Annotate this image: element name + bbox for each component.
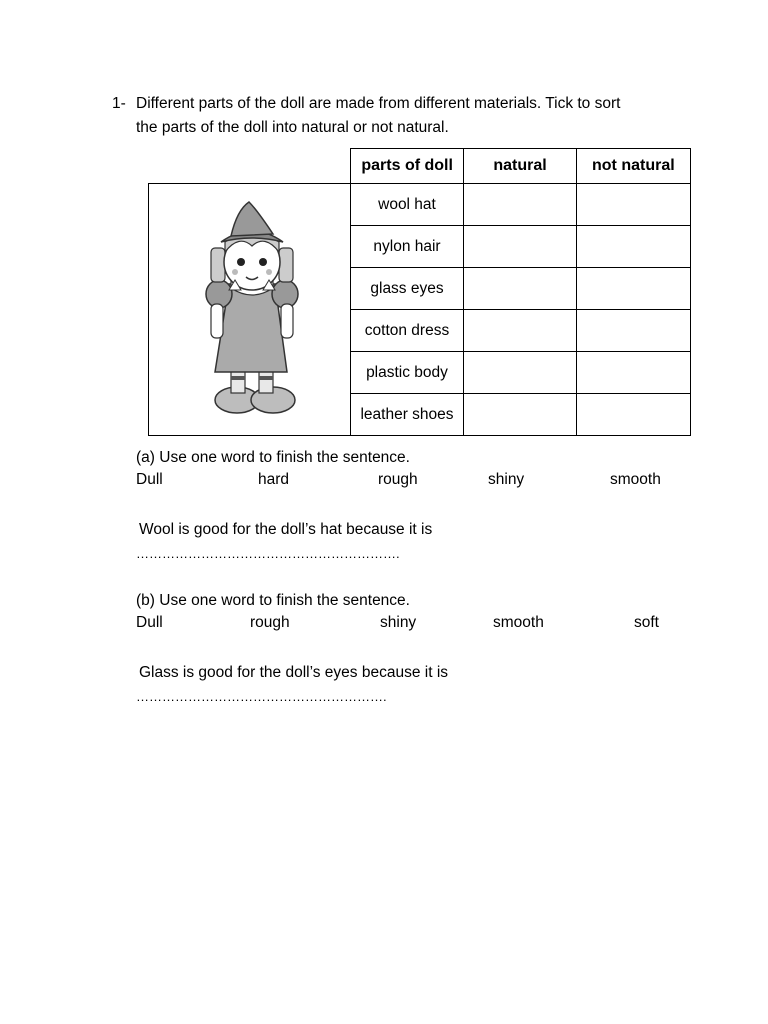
table-header-row: [350, 148, 691, 184]
table-rows: [351, 184, 690, 435]
header-not-natural: not natural: [592, 157, 675, 174]
word-option: rough: [378, 471, 418, 488]
question-text-line2: the parts of the doll into natural or not natural.: [136, 119, 449, 136]
part-a-word-bank: [0, 471, 768, 493]
part-b-answer-blank[interactable]: ………………………………………………….: [136, 689, 387, 704]
part-a-instruction: (a) Use one word to finish the sentence.: [136, 449, 410, 466]
header-parts-of-doll: parts of doll: [351, 149, 464, 183]
table-row: [351, 310, 690, 352]
word-option: rough: [250, 614, 290, 631]
not-natural-tick-cell[interactable]: [577, 394, 690, 435]
table-row: [351, 352, 690, 394]
part-name: cotton dress: [351, 310, 464, 351]
part-name: glass eyes: [351, 268, 464, 309]
word-option: soft: [634, 614, 659, 631]
doll-image-cell: [149, 184, 351, 435]
table-row: [351, 268, 690, 310]
doll-illustration: [149, 184, 349, 435]
not-natural-tick-cell[interactable]: [577, 226, 690, 267]
part-b-sentence: Glass is good for the doll’s eyes because it is: [139, 664, 449, 681]
table-body: [148, 183, 691, 436]
header-natural: natural: [464, 149, 576, 183]
part-name: nylon hair: [351, 226, 464, 267]
question-text-line1: Different parts of the doll are made from different materials. Tick to sort: [136, 95, 621, 112]
part-name: wool hat: [351, 184, 464, 225]
part-b-word-bank: [0, 614, 768, 636]
question-number: 1-: [112, 95, 126, 112]
part-name: leather shoes: [351, 394, 464, 435]
word-option: smooth: [493, 614, 544, 631]
table-row: [351, 226, 690, 268]
part-b-instruction: (b) Use one word to finish the sentence.: [136, 592, 410, 609]
natural-tick-cell[interactable]: [464, 268, 577, 309]
part-name: plastic body: [351, 352, 464, 393]
not-natural-tick-cell[interactable]: [577, 268, 690, 309]
word-option: hard: [258, 471, 290, 488]
natural-tick-cell[interactable]: [464, 394, 577, 435]
natural-tick-cell[interactable]: [464, 352, 577, 393]
word-option: shiny: [380, 614, 417, 631]
natural-tick-cell[interactable]: [464, 310, 577, 351]
table-row: [351, 184, 690, 226]
not-natural-tick-cell[interactable]: [577, 310, 690, 351]
natural-tick-cell[interactable]: [464, 226, 577, 267]
word-option: shiny: [488, 471, 525, 488]
not-natural-tick-cell[interactable]: [577, 184, 690, 225]
word-option: smooth: [610, 471, 661, 488]
natural-tick-cell[interactable]: [464, 184, 577, 225]
not-natural-tick-cell[interactable]: [577, 352, 690, 393]
word-option: Dull: [136, 471, 163, 488]
table-row: [351, 394, 690, 435]
part-a-answer-blank[interactable]: …………………………………………………….: [136, 546, 400, 561]
sorting-table: [148, 148, 691, 436]
part-a-sentence: Wool is good for the doll’s hat because it is: [139, 521, 433, 538]
word-option: Dull: [136, 614, 163, 631]
